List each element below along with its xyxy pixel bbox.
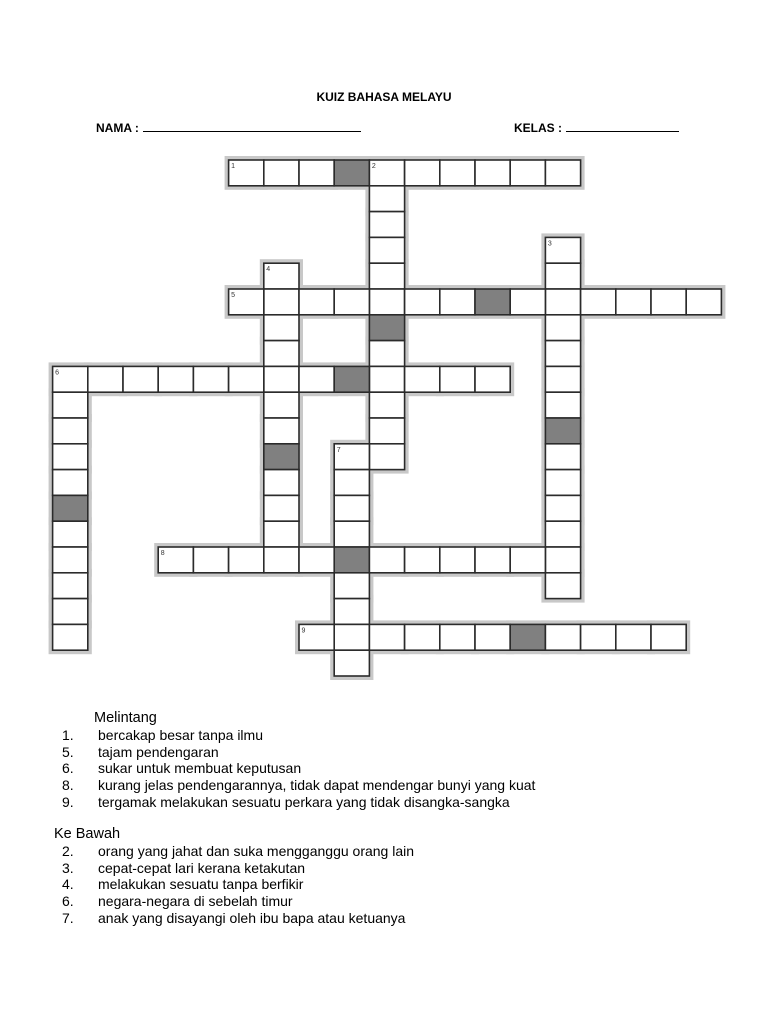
crossword-cell[interactable] (440, 547, 475, 573)
crossword-cell[interactable] (299, 547, 334, 573)
clue-start-number: 5 (231, 292, 236, 299)
crossword-cell[interactable] (334, 573, 369, 599)
clue-number: 6. (62, 760, 74, 777)
crossword-cell[interactable] (545, 289, 580, 315)
across-clues (62, 710, 535, 811)
crossword-cell[interactable] (369, 624, 404, 650)
clue-text: orang yang jahat dan suka mengganggu orang lain (98, 842, 415, 859)
crossword-cell[interactable] (545, 366, 580, 392)
crossword-cell[interactable] (616, 289, 651, 315)
crossword-cell[interactable] (53, 521, 88, 547)
clue-number: 1. (62, 726, 74, 743)
crossword-cell[interactable] (369, 444, 404, 470)
crossword-cell[interactable] (651, 624, 686, 650)
crossword-cell[interactable] (264, 547, 299, 573)
crossword-cell[interactable] (369, 366, 404, 392)
crossword-cell[interactable] (369, 547, 404, 573)
shaded-cell (475, 289, 510, 315)
clue-number: 9. (62, 793, 74, 810)
crossword-cell[interactable] (581, 289, 616, 315)
name-label: NAMA : (96, 121, 139, 135)
clue-text: melakukan sesuatu tanpa berfikir (98, 876, 304, 893)
crossword-cell[interactable] (264, 521, 299, 547)
down-clues (54, 826, 415, 927)
class-label: KELAS : (514, 121, 562, 135)
crossword-cell[interactable] (545, 495, 580, 521)
crossword-cell[interactable] (440, 160, 475, 186)
crossword-cell[interactable] (264, 418, 299, 444)
crossword-cell[interactable] (475, 547, 510, 573)
crossword-cell[interactable] (545, 547, 580, 573)
crossword-cell[interactable] (475, 624, 510, 650)
clue-number: 4. (62, 876, 74, 893)
crossword-cell[interactable] (264, 315, 299, 341)
shaded-cell (334, 366, 369, 392)
crossword-cell[interactable] (369, 289, 404, 315)
crossword-cell[interactable] (334, 289, 369, 315)
clue-start-number: 9 (301, 627, 306, 635)
down-clue (62, 893, 414, 910)
crossword-cell[interactable] (334, 521, 369, 547)
crossword-cell[interactable] (53, 573, 88, 599)
crossword-cell[interactable] (440, 366, 475, 392)
clue-start-number: 7 (336, 446, 341, 454)
crossword-cell[interactable] (193, 366, 228, 392)
crossword-cell[interactable] (581, 624, 616, 650)
clue-number: 2. (62, 842, 74, 859)
crossword-cell[interactable] (369, 392, 404, 418)
clue-start-number: 2 (371, 163, 376, 170)
crossword-cell[interactable] (53, 444, 88, 470)
crossword-cell[interactable] (53, 470, 88, 496)
down-clue (62, 876, 414, 893)
crossword-cell[interactable] (545, 521, 580, 547)
down-heading: Ke Bawah (54, 826, 121, 842)
clue-text: negara-negara di sebelah timur (98, 893, 293, 910)
crossword-cell[interactable] (53, 599, 88, 625)
clue-number: 3. (62, 859, 74, 876)
crossword-cell[interactable] (264, 495, 299, 521)
clue-start-number: 1 (231, 163, 236, 170)
crossword-cell[interactable] (405, 160, 440, 186)
crossword-cell[interactable] (405, 547, 440, 573)
crossword-cell[interactable] (405, 289, 440, 315)
shaded-cell (334, 547, 369, 573)
crossword-cell[interactable] (686, 289, 721, 315)
crossword-cell[interactable] (545, 160, 580, 186)
crossword-cell[interactable] (264, 289, 299, 315)
across-clue (62, 794, 535, 811)
clue-text: tergamak melakukan sesuatu perkara yang tidak disangka-sangka (98, 793, 510, 810)
crossword-cell[interactable] (299, 289, 334, 315)
crossword-cell[interactable] (369, 237, 404, 263)
crossword-cell[interactable] (299, 160, 334, 186)
crossword-cell[interactable] (264, 366, 299, 392)
shaded-cell (369, 315, 404, 341)
across-clue (62, 744, 535, 761)
clue-text: cepat-cepat lari kerana ketakutan (98, 859, 306, 876)
clue-text: tajam pendengaran (98, 743, 219, 760)
clue-number: 6. (62, 893, 74, 910)
crossword-cell[interactable] (334, 470, 369, 496)
clue-number: 8. (62, 777, 74, 794)
shaded-cell (53, 495, 88, 521)
crossword-cell[interactable] (158, 366, 193, 392)
clue-number: 5. (62, 743, 74, 760)
crossword-cell[interactable] (53, 624, 88, 650)
crossword-cell[interactable] (545, 444, 580, 470)
crossword-cell[interactable] (545, 263, 580, 289)
crossword-cell[interactable] (545, 341, 580, 367)
crossword-cell[interactable] (510, 160, 545, 186)
clue-start-number: 3 (547, 240, 552, 248)
crossword-cell[interactable] (440, 624, 475, 650)
clue-start-number: 6 (55, 369, 60, 377)
crossword-cell[interactable] (545, 470, 580, 496)
crossword-cell[interactable] (475, 160, 510, 186)
crossword-cell[interactable] (264, 160, 299, 186)
crossword-cell[interactable] (369, 341, 404, 367)
across-heading: Melintang (94, 710, 157, 726)
crossword-cell[interactable] (651, 289, 686, 315)
down-clue (62, 910, 414, 927)
crossword-cell[interactable] (616, 624, 651, 650)
shaded-cell (264, 444, 299, 470)
crossword-cell[interactable] (545, 315, 580, 341)
crossword-cell[interactable] (369, 418, 404, 444)
clue-text: kurang jelas pendengarannya, tidak dapat mendengar bunyi yang kuat (98, 777, 536, 794)
crossword-cell[interactable] (405, 366, 440, 392)
crossword-cell[interactable] (405, 624, 440, 650)
clue-start-number: 8 (160, 550, 165, 557)
clue-text: bercakap besar tanpa ilmu (98, 726, 263, 743)
crossword-cell[interactable] (369, 263, 404, 289)
crossword-cell[interactable] (53, 418, 88, 444)
crossword-cell[interactable] (334, 599, 369, 625)
across-clue (62, 727, 535, 744)
crossword-cell[interactable] (229, 366, 264, 392)
shaded-cell (545, 418, 580, 444)
crossword-cell[interactable] (229, 547, 264, 573)
crossword-cell[interactable] (88, 366, 123, 392)
crossword-cell[interactable] (123, 366, 158, 392)
clue-text: anak yang disayangi oleh ibu bapa atau ketuanya (98, 909, 406, 926)
crossword-cell[interactable] (369, 212, 404, 238)
crossword-cell[interactable] (440, 289, 475, 315)
crossword-cell[interactable] (369, 186, 404, 212)
crossword-cell[interactable] (53, 392, 88, 418)
crossword-cell[interactable] (545, 624, 580, 650)
across-clue (62, 777, 535, 794)
clue-start-number: 4 (266, 266, 271, 274)
crossword-cell[interactable] (53, 547, 88, 573)
down-clue (62, 843, 414, 860)
crossword-cell[interactable] (334, 650, 369, 676)
crossword-cell[interactable] (264, 470, 299, 496)
crossword-cell[interactable] (510, 289, 545, 315)
crossword-cell[interactable] (545, 392, 580, 418)
shaded-cell (510, 624, 545, 650)
crossword-cell[interactable] (475, 366, 510, 392)
clue-number: 7. (62, 909, 74, 926)
crossword-cell[interactable] (299, 366, 334, 392)
crossword-cell[interactable] (334, 624, 369, 650)
shaded-cell (334, 160, 369, 186)
down-clue (62, 860, 414, 877)
crossword-cell[interactable] (545, 573, 580, 599)
crossword-cell[interactable] (510, 547, 545, 573)
crossword-cell[interactable] (193, 547, 228, 573)
crossword-cell[interactable] (264, 392, 299, 418)
crossword-cell[interactable] (334, 495, 369, 521)
clue-text: sukar untuk membuat keputusan (98, 760, 302, 777)
crossword-cell[interactable] (264, 341, 299, 367)
quiz-title: KUIZ BAHASA MELAYU (316, 90, 452, 104)
across-clue (62, 760, 535, 777)
